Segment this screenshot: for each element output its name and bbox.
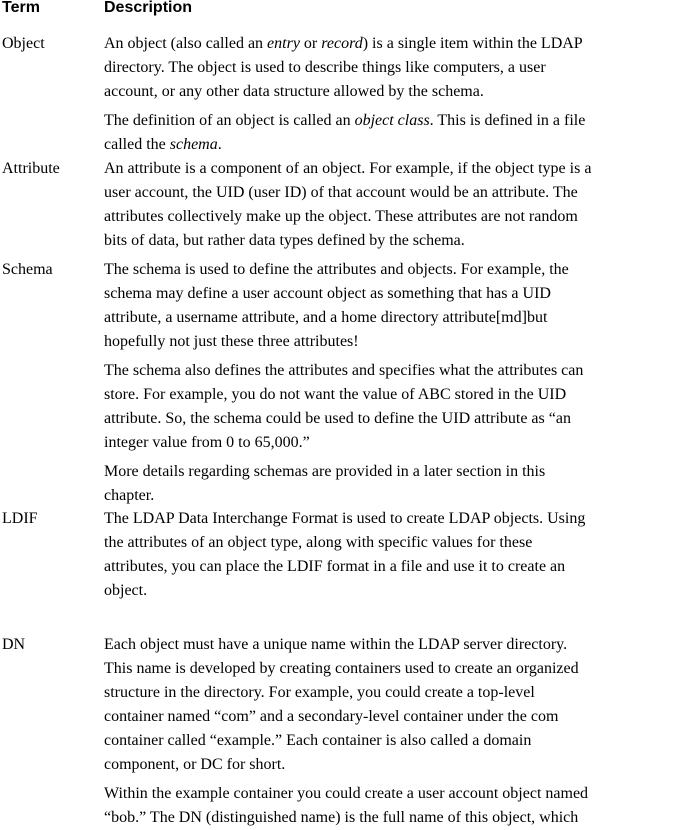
text-run: user account, the UID (user ID) of that account would be an attribute. The bbox=[104, 184, 578, 201]
description-line bbox=[104, 705, 679, 729]
description-line bbox=[104, 258, 679, 282]
text-run: object. bbox=[104, 582, 148, 599]
term-cell: DN bbox=[2, 636, 26, 653]
description-line bbox=[104, 681, 679, 705]
text-run: The LDAP Data Interchange Format is used to create LDAP objects. Using bbox=[104, 510, 586, 527]
description-cell bbox=[104, 258, 679, 508]
description-line bbox=[104, 407, 679, 431]
description-cell bbox=[104, 507, 679, 603]
text-run: The definition of an object is called an bbox=[104, 112, 355, 129]
text-run: More details regarding schemas are provided in a later section in this bbox=[104, 463, 546, 480]
description-line bbox=[104, 753, 679, 777]
text-run: bits of data, but rather data types defined by the schema. bbox=[104, 232, 465, 249]
description-line bbox=[104, 460, 679, 484]
description-paragraph bbox=[104, 157, 679, 253]
description-line bbox=[104, 729, 679, 753]
description-cell bbox=[104, 157, 679, 253]
text-run: The schema is used to define the attributes and objects. For example, the bbox=[104, 261, 569, 278]
description-line bbox=[104, 157, 679, 181]
description-cell bbox=[104, 32, 679, 157]
description-line bbox=[104, 56, 679, 80]
description-line bbox=[104, 383, 679, 407]
text-run: the attributes of an object type, along with specific values for these bbox=[104, 534, 533, 551]
italic-term: schema bbox=[169, 136, 218, 153]
description-line bbox=[104, 359, 679, 383]
term-cell: Attribute bbox=[2, 160, 60, 177]
text-run: ) is a single item within the LDAP bbox=[362, 35, 583, 52]
text-run: attribute, a username attribute, and a home directory attribute[md]but bbox=[104, 309, 548, 326]
description-paragraph bbox=[104, 32, 679, 104]
term-cell: LDIF bbox=[2, 510, 38, 527]
description-line bbox=[104, 330, 679, 354]
text-run: . bbox=[217, 136, 222, 153]
text-run: structure in the directory. For example, you could create a top-level bbox=[104, 684, 535, 701]
description-paragraph bbox=[104, 460, 679, 508]
term-cell: Object bbox=[2, 35, 45, 52]
description-paragraph bbox=[104, 633, 679, 777]
text-run: called the bbox=[104, 136, 170, 153]
description-paragraph bbox=[104, 782, 679, 830]
text-run: An object (also called an bbox=[104, 35, 268, 52]
text-run: . This is defined in a file bbox=[429, 112, 586, 129]
description-line bbox=[104, 229, 679, 253]
description-line bbox=[104, 80, 679, 104]
text-run: attribute. So, the schema could be used to define the UID attribute as “an bbox=[104, 410, 571, 427]
description-line bbox=[104, 205, 679, 229]
description-line bbox=[104, 782, 679, 806]
text-run: or bbox=[299, 35, 322, 52]
text-run: component, or DC for short. bbox=[104, 756, 286, 773]
description-line bbox=[104, 531, 679, 555]
description-line bbox=[104, 507, 679, 531]
description-paragraph bbox=[104, 258, 679, 354]
description-line bbox=[104, 484, 679, 508]
table-header bbox=[0, 0, 681, 20]
description-line bbox=[104, 431, 679, 455]
description-cell bbox=[104, 633, 679, 830]
text-run: container named “com” and a secondary-level container under the com bbox=[104, 708, 559, 725]
description-line bbox=[104, 282, 679, 306]
text-run: Within the example container you could create a user account object named bbox=[104, 785, 589, 802]
italic-term: entry bbox=[267, 35, 300, 52]
term-column-header: Term bbox=[2, 0, 40, 16]
description-line bbox=[104, 579, 679, 603]
text-run: This name is developed by creating containers used to create an organized bbox=[104, 660, 579, 677]
description-line bbox=[104, 181, 679, 205]
text-run: An attribute is a component of an object. For example, if the object type is a bbox=[104, 160, 592, 177]
text-run: hopefully not just these three attributes! bbox=[104, 333, 359, 350]
italic-term: object class bbox=[354, 112, 430, 129]
text-run: Each object must have a unique name within the LDAP server directory. bbox=[104, 636, 568, 653]
description-line bbox=[104, 133, 679, 157]
description-paragraph bbox=[104, 507, 679, 603]
description-paragraph bbox=[104, 359, 679, 455]
text-run: store. For example, you do not want the value of ABC stored in the UID bbox=[104, 386, 567, 403]
text-run: schema may define a user account object as something that has a UID bbox=[104, 285, 551, 302]
text-run: integer value from 0 to 65,000.” bbox=[104, 434, 310, 451]
italic-term: record bbox=[321, 35, 363, 52]
description-line bbox=[104, 555, 679, 579]
description-line bbox=[104, 306, 679, 330]
text-run: attributes collectively make up the object. These attributes are not random bbox=[104, 208, 578, 225]
description-line bbox=[104, 806, 679, 830]
description-line bbox=[104, 633, 679, 657]
text-run: chapter. bbox=[104, 487, 155, 504]
description-line bbox=[104, 109, 679, 133]
text-run: The schema also defines the attributes and specifies what the attributes can bbox=[104, 362, 584, 379]
text-run: directory. The object is used to describe things like computers, a user bbox=[104, 59, 546, 76]
description-paragraph bbox=[104, 109, 679, 157]
term-cell: Schema bbox=[2, 261, 53, 278]
description-line bbox=[104, 657, 679, 681]
text-run: “bob.” The DN (distinguished name) is the full name of this object, which bbox=[104, 809, 579, 826]
text-run: attributes, you can place the LDIF format in a file and use it to create an bbox=[104, 558, 566, 575]
description-line bbox=[104, 32, 679, 56]
description-column-header: Description bbox=[104, 0, 193, 16]
text-run: account, or any other data structure allowed by the schema. bbox=[104, 83, 484, 100]
text-run: container called “example.” Each container is also called a domain bbox=[104, 732, 532, 749]
